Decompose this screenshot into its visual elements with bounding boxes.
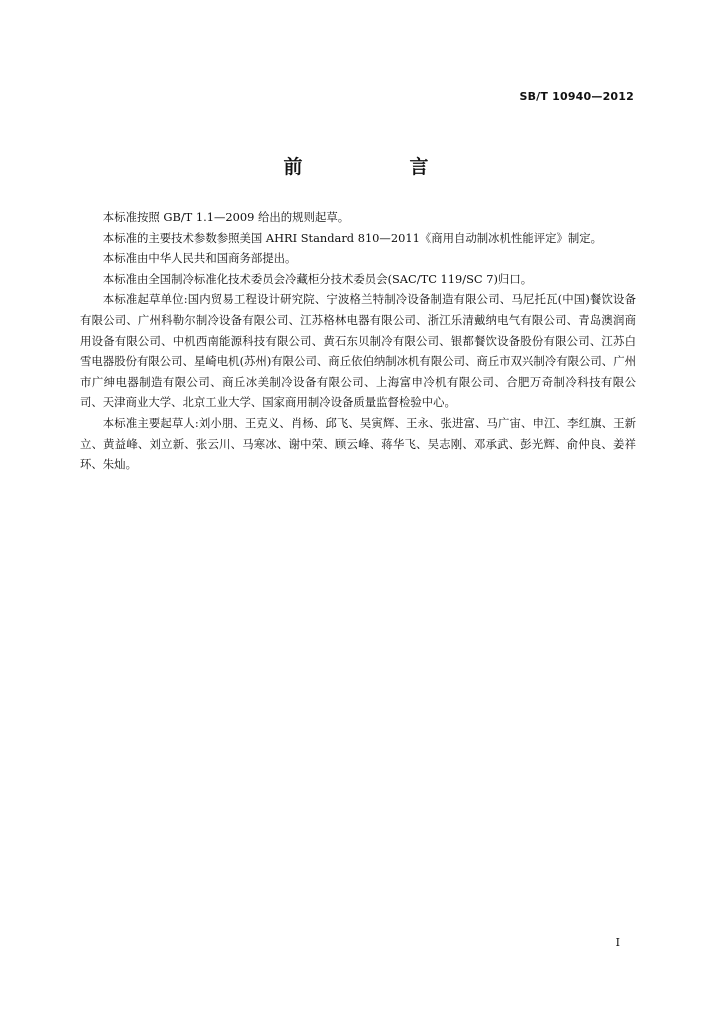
paragraph-drafting-rules: 本标准按照 GB/T 1.1—2009 给出的规则起草。: [102, 210, 350, 224]
paragraph-drafting-organizations: 本标准起草单位:国内贸易工程设计研究院、宁波格兰特制冷设备制造有限公司、马尼托瓦(中国)餐饮设备有限公司、广州科勒尔制冷设备有限公司、江苏格林电器有限公司、浙江乐清戴纳电气有限公司、青岛澳润商用设备有限公司、中机西南能源科技有限公司、黄石东贝制冷有限公司、银都餐饮设备股份有限公司、江苏白雪电器股份有限公司、星崎电机(苏州)有限公司、商丘依伯纳制冰机有限公司、商丘市双兴制冷有限公司、广州市广绅电器制造有限公司、商丘冰美制冷设备有限公司、上海富申冷机有限公司、合肥万奇制冷科技有限公司、天津商业大学、北京工业大学、国家商用制冷设备质量监督检验中心。: [80, 292, 636, 410]
paragraph-technical-reference: 本标准的主要技术参数参照美国 AHRI Standard 810—2011《商用自动制冰机性能评定》制定。: [102, 230, 603, 245]
paragraph-principal-drafters: 本标准主要起草人:刘小朋、王克义、肖杨、邱飞、吴寅辉、王永、张进富、马广宙、申江、李红旗、王新立、黄益峰、刘立新、张云川、马寒冰、谢中荣、顾云峰、蒋华飞、吴志刚、邓承武、彭光辉、俞仲良、姜祥环、朱灿。: [80, 415, 636, 472]
standard-code: SB/T 10940—2012: [519, 90, 634, 103]
page-title: 前 言: [283, 156, 473, 178]
page-number: I: [615, 936, 620, 949]
document-body: [80, 207, 636, 475]
paragraph-under-jurisdiction: 本标准由全国制冷标准化技术委员会冷藏柜分技术委员会(SAC/TC 119/SC 7)归口。: [102, 271, 533, 286]
paragraph-proposed-by: 本标准由中华人民共和国商务部提出。: [102, 251, 297, 266]
